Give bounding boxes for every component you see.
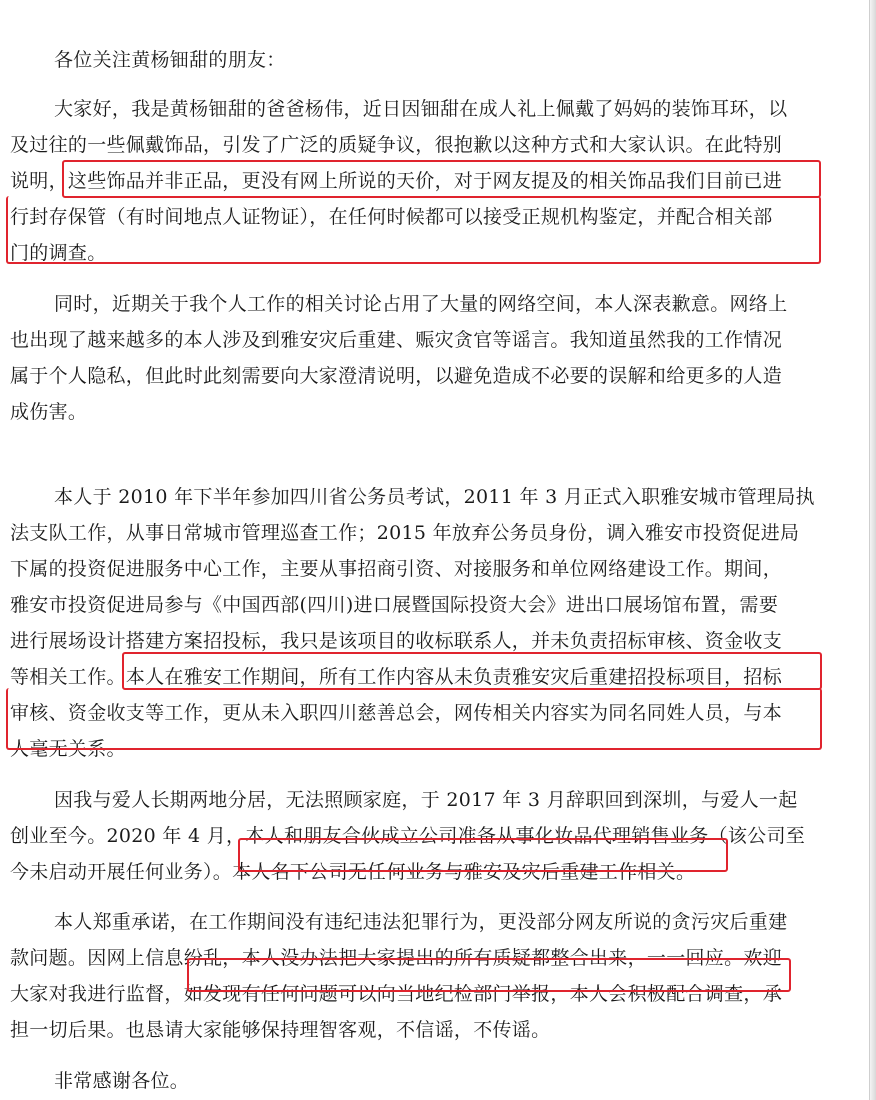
highlight-box-1b (6, 196, 821, 264)
paragraph-4-highlight: 本人名下公司无任何业务与雅安及灾后重建工作相关。 (232, 861, 696, 883)
paragraph-3-line-6-prefix: 等相关工作。 (10, 666, 126, 688)
paragraph-5-highlight: 如发现有任何问题可以向当地纪检部门举报，本人会积极配合调查， (183, 983, 763, 1005)
highlight-box-1a (62, 160, 821, 198)
paragraph-4-line-3-prefix: 今未启动开展任何业务）。 (10, 861, 233, 883)
paragraph-1-line-3-prefix: 说明， (10, 170, 68, 192)
paragraph-1-highlight-start: 这些饰品并非正品，更没有网上所说的天价，对于网友提及的相关饰品我们目前已进 (67, 170, 783, 192)
paragraph-5-line-4: 担一切后果。也恳请大家能够保持理智客观，不信谣，不传谣。 (10, 1019, 551, 1041)
paragraph-3-line-5: 进行展场设计搭建方案招投标，我只是该项目的收标联系人，并未负责招标审核、资金收支 (10, 630, 783, 652)
highlight-box-4 (187, 958, 791, 992)
paragraph-2-line-3: 属于个人隐私，但此时此刻需要向大家澄清说明，以避免造成不必要的误解和给更多的人造 (10, 365, 783, 387)
paragraph-2-line-1: 同时，近期关于我个人工作的相关讨论占用了大量的网络空间，本人深表歉意。网络上 (54, 293, 788, 315)
paragraph-2-line-2: 也出现了越来越多的本人涉及到雅安灾后重建、赈灾贪官等谣言。我知道虽然我的工作情况 (10, 329, 783, 351)
highlight-box-3 (238, 838, 728, 872)
paragraph-1-line-1: 大家好，我是黄杨钿甜的爸爸杨伟，近日因钿甜在成人礼上佩戴了妈妈的装饰耳环，以 (54, 98, 788, 120)
paragraph-4-line-1: 因我与爱人长期两地分居，无法照顾家庭，于 2017 年 3 月辞职回到深圳，与爱人一起 (54, 789, 798, 811)
paragraph-5-line-1: 本人郑重承诺，在工作期间没有违纪违法犯罪行为，更没部分网友所说的贪污灾后重建 (54, 911, 788, 933)
page-edge-shadow (869, 0, 876, 1100)
closing-line: 非常感谢各位。 (54, 1070, 190, 1092)
paragraph-3-line-8: 人毫无关系。 (10, 738, 126, 760)
paragraph-5-line-3-suffix: 承 (762, 983, 783, 1005)
paragraph-3-line-3: 下属的投资促进服务中心工作，主要从事招商引资、对接服务和单位网络建设工作。期间， (10, 558, 783, 580)
highlight-box-2a (122, 652, 822, 690)
paragraph-3-line-7: 审核、资金收支等工作，更从未入职四川慈善总会，网传相关内容实为同名同姓人员，与本 (10, 702, 783, 724)
highlight-box-2b (6, 688, 822, 750)
paragraph-3-line-2: 法支队工作，从事日常城市管理巡查工作；2015 年放弃公务员身份，调入雅安市投资促进局 (10, 522, 800, 544)
paragraph-3-highlight-start: 本人在雅安工作期间，所有工作内容从未负责雅安灾后重建招投标项目，招标 (125, 666, 783, 688)
paragraph-1-line-2: 及过往的一些佩戴饰品，引发了广泛的质疑争议，很抱歉以这种方式和大家认识。在此特别 (10, 134, 783, 156)
salutation: 各位关注黄杨钿甜的朋友： (54, 49, 286, 71)
paragraph-4-line-2: 创业至今。2020 年 4 月，本人和朋友合伙成立公司准备从事化妆品代理销售业务（该公司至 (10, 825, 806, 847)
paragraph-5-line-3-prefix: 大家对我进行监督， (10, 983, 184, 1005)
paragraph-1-line-5: 门的调查。 (10, 242, 107, 264)
paragraph-3-line-1: 本人于 2010 年下半年参加四川省公务员考试，2011 年 3 月正式入职雅安城市管理局执 (54, 486, 815, 508)
paragraph-5-line-2: 款问题。因网上信息纷乱，本人没办法把大家提出的所有质疑都整合出来，一一回应。欢迎 (10, 947, 783, 969)
paragraph-3-line-4: 雅安市投资促进局参与《中国西部(四川)进口展暨国际投资大会》进出口展场馆布置，需要 (10, 594, 779, 616)
paragraph-1-line-4: 行封存保管（有时间地点人证物证），在任何时候都可以接受正规机构鉴定，并配合相关部 (10, 206, 773, 228)
paragraph-2-line-4: 成伤害。 (10, 401, 88, 423)
